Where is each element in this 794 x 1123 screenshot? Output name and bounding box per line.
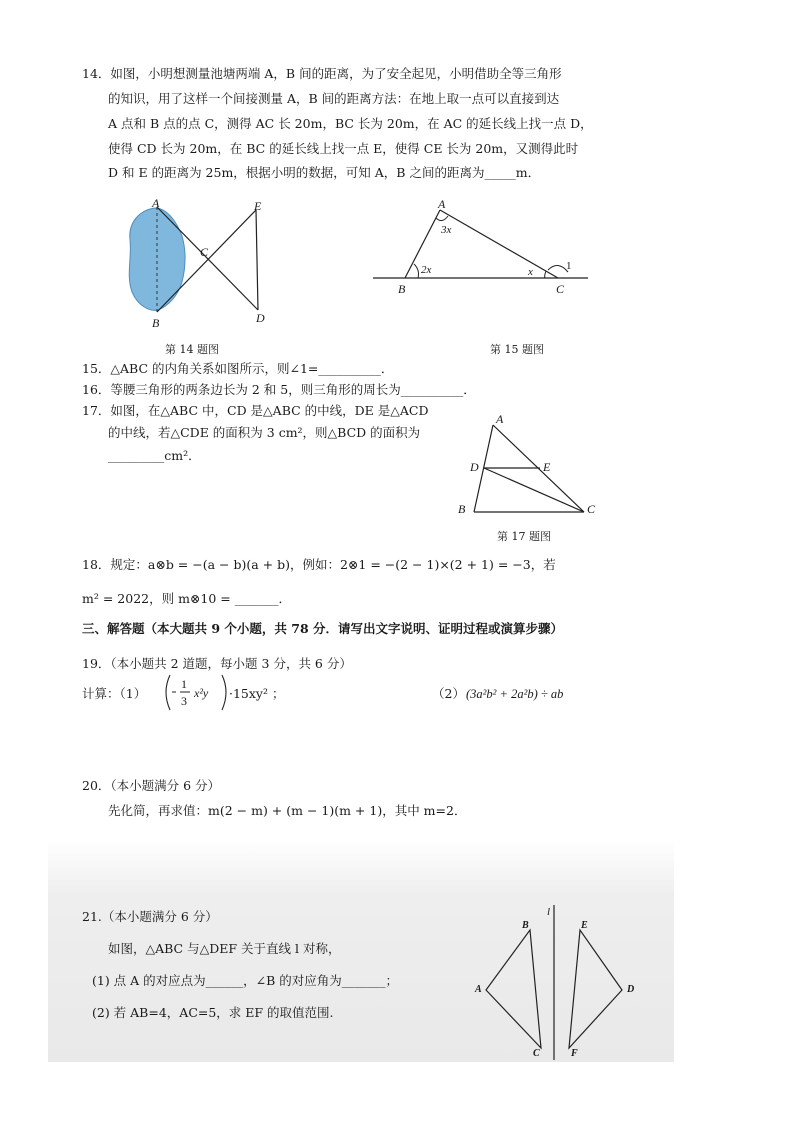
fig14-label-b: B	[152, 316, 160, 330]
q21-line-2: (1) 点 A 的对应点为______，∠B 的对应角为_______；	[92, 973, 399, 988]
q19-frac-den: 3	[181, 694, 187, 708]
q21-line-3: (2) 若 AB=4，AC=5，求 EF 的取值范围.	[92, 1005, 334, 1020]
q17-line-1: 17．如图，在△ABC 中，CD 是△ABC 的中线，DE 是△ACD	[82, 403, 429, 418]
fig21-label-e: E	[581, 920, 588, 931]
q20-header: 20．（本小题满分 6 分）	[82, 778, 221, 793]
q15-text: 15．△ABC 的内角关系如图所示，则∠1=__________．	[82, 361, 394, 376]
fig15-angle-3x: 3x	[441, 224, 452, 236]
q21-line-1: 如图，△ABC 与△DEF 关于直线 l 对称，	[108, 941, 341, 956]
fig21-label-l: l	[547, 906, 551, 918]
q19-frac-num: 1	[181, 677, 187, 691]
fig21-label-c: C	[533, 1048, 540, 1059]
triangle-abc	[486, 930, 541, 1048]
fig21-label-b: B	[522, 920, 529, 931]
q19-expr1-tail: ·15xy² ；	[229, 686, 285, 701]
q17-line-3: _________cm²．	[108, 448, 201, 463]
fig17-label-c: C	[587, 502, 596, 516]
q16-text: 16．等腰三角形的两条边长为 2 和 5，则三角形的周长为__________．	[82, 382, 476, 397]
fig21-label-d: D	[627, 984, 635, 995]
q14-line-2: 的知识，用了这样一个间接测量 A，B 间的距离方法：在地上取一点可以直接到达	[108, 91, 560, 106]
q14-line-3: A 点和 B 点的点 C，测得 AC 长 20m，BC 长为 20m，在 AC 的延长线上找一点 D，	[108, 116, 593, 131]
fig14-label-a: A	[152, 196, 160, 210]
fig15-label-b: B	[398, 282, 406, 296]
q17-line-2: 的中线，若△CDE 的面积为 3 cm²，则△BCD 的面积为	[108, 425, 421, 440]
q18-line-2: m² = 2022，则 m⊗10 = _______．	[82, 591, 291, 606]
fig14-caption: 第 14 题图	[165, 343, 219, 356]
fig14-label-c: C	[200, 245, 209, 259]
fig17-label-a: A	[496, 412, 504, 426]
fig21-label-f: F	[571, 1048, 578, 1059]
fig17-label-b: B	[458, 502, 466, 516]
fig17-label-d: D	[470, 460, 479, 474]
fig15-label-a: A	[438, 197, 446, 211]
fig15-caption: 第 15 题图	[490, 343, 544, 356]
q14-line-5: D 和 E 的距离为 25m，根据小明的数据，可知 A，B 之间的距离为_____m．	[108, 165, 541, 180]
section-3-title: 三、解答题（本大题共 9 个小题，共 78 分．请写出文字说明、证明过程或演算步骤）	[82, 621, 564, 636]
q19-expr1-var: x²y	[194, 686, 209, 700]
q19-expr2: (3a²b² + 2a²b) ÷ ab	[466, 687, 564, 701]
q18-line-1: 18．规定：a⊗b = −(a − b)(a + b)，例如：2⊗1 = −(2 − 1)×(2 + 1) = −3，若	[82, 557, 556, 572]
q14-line-1: 14．如图，小明想测量池塘两端 A，B 间的距离，为了安全起见，小明借助全等三角形	[82, 66, 562, 81]
q19-part2-label: （2）	[432, 686, 465, 701]
fig14-label-e: E	[254, 199, 262, 213]
triangle-def	[569, 930, 622, 1048]
fig14-label-d: D	[256, 311, 265, 325]
fig15-angle-x: x	[528, 266, 533, 278]
fig15-label-c: C	[556, 282, 565, 296]
q14-line-4: 使得 CD 长为 20m，在 BC 的延长线上找一点 E，使得 CE 长为 20m，又测得此时	[108, 141, 579, 156]
q21-header: 21.（本小题满分 6 分）	[82, 909, 218, 924]
fig21-label-a: A	[475, 984, 482, 995]
fig17-caption: 第 17 题图	[497, 530, 551, 543]
q19-header: 19．（本小题共 2 道题，每小题 3 分，共 6 分）	[82, 656, 352, 671]
fig15-angle-1: 1	[566, 260, 572, 272]
q20-body: 先化简，再求值：m(2 − m) + (m − 1)(m + 1)，其中 m=2．	[108, 803, 467, 818]
fig15-angle-2x: 2x	[421, 264, 432, 276]
fig17-label-e: E	[543, 460, 551, 474]
q19-prefix: 计算：（1）	[82, 686, 147, 701]
